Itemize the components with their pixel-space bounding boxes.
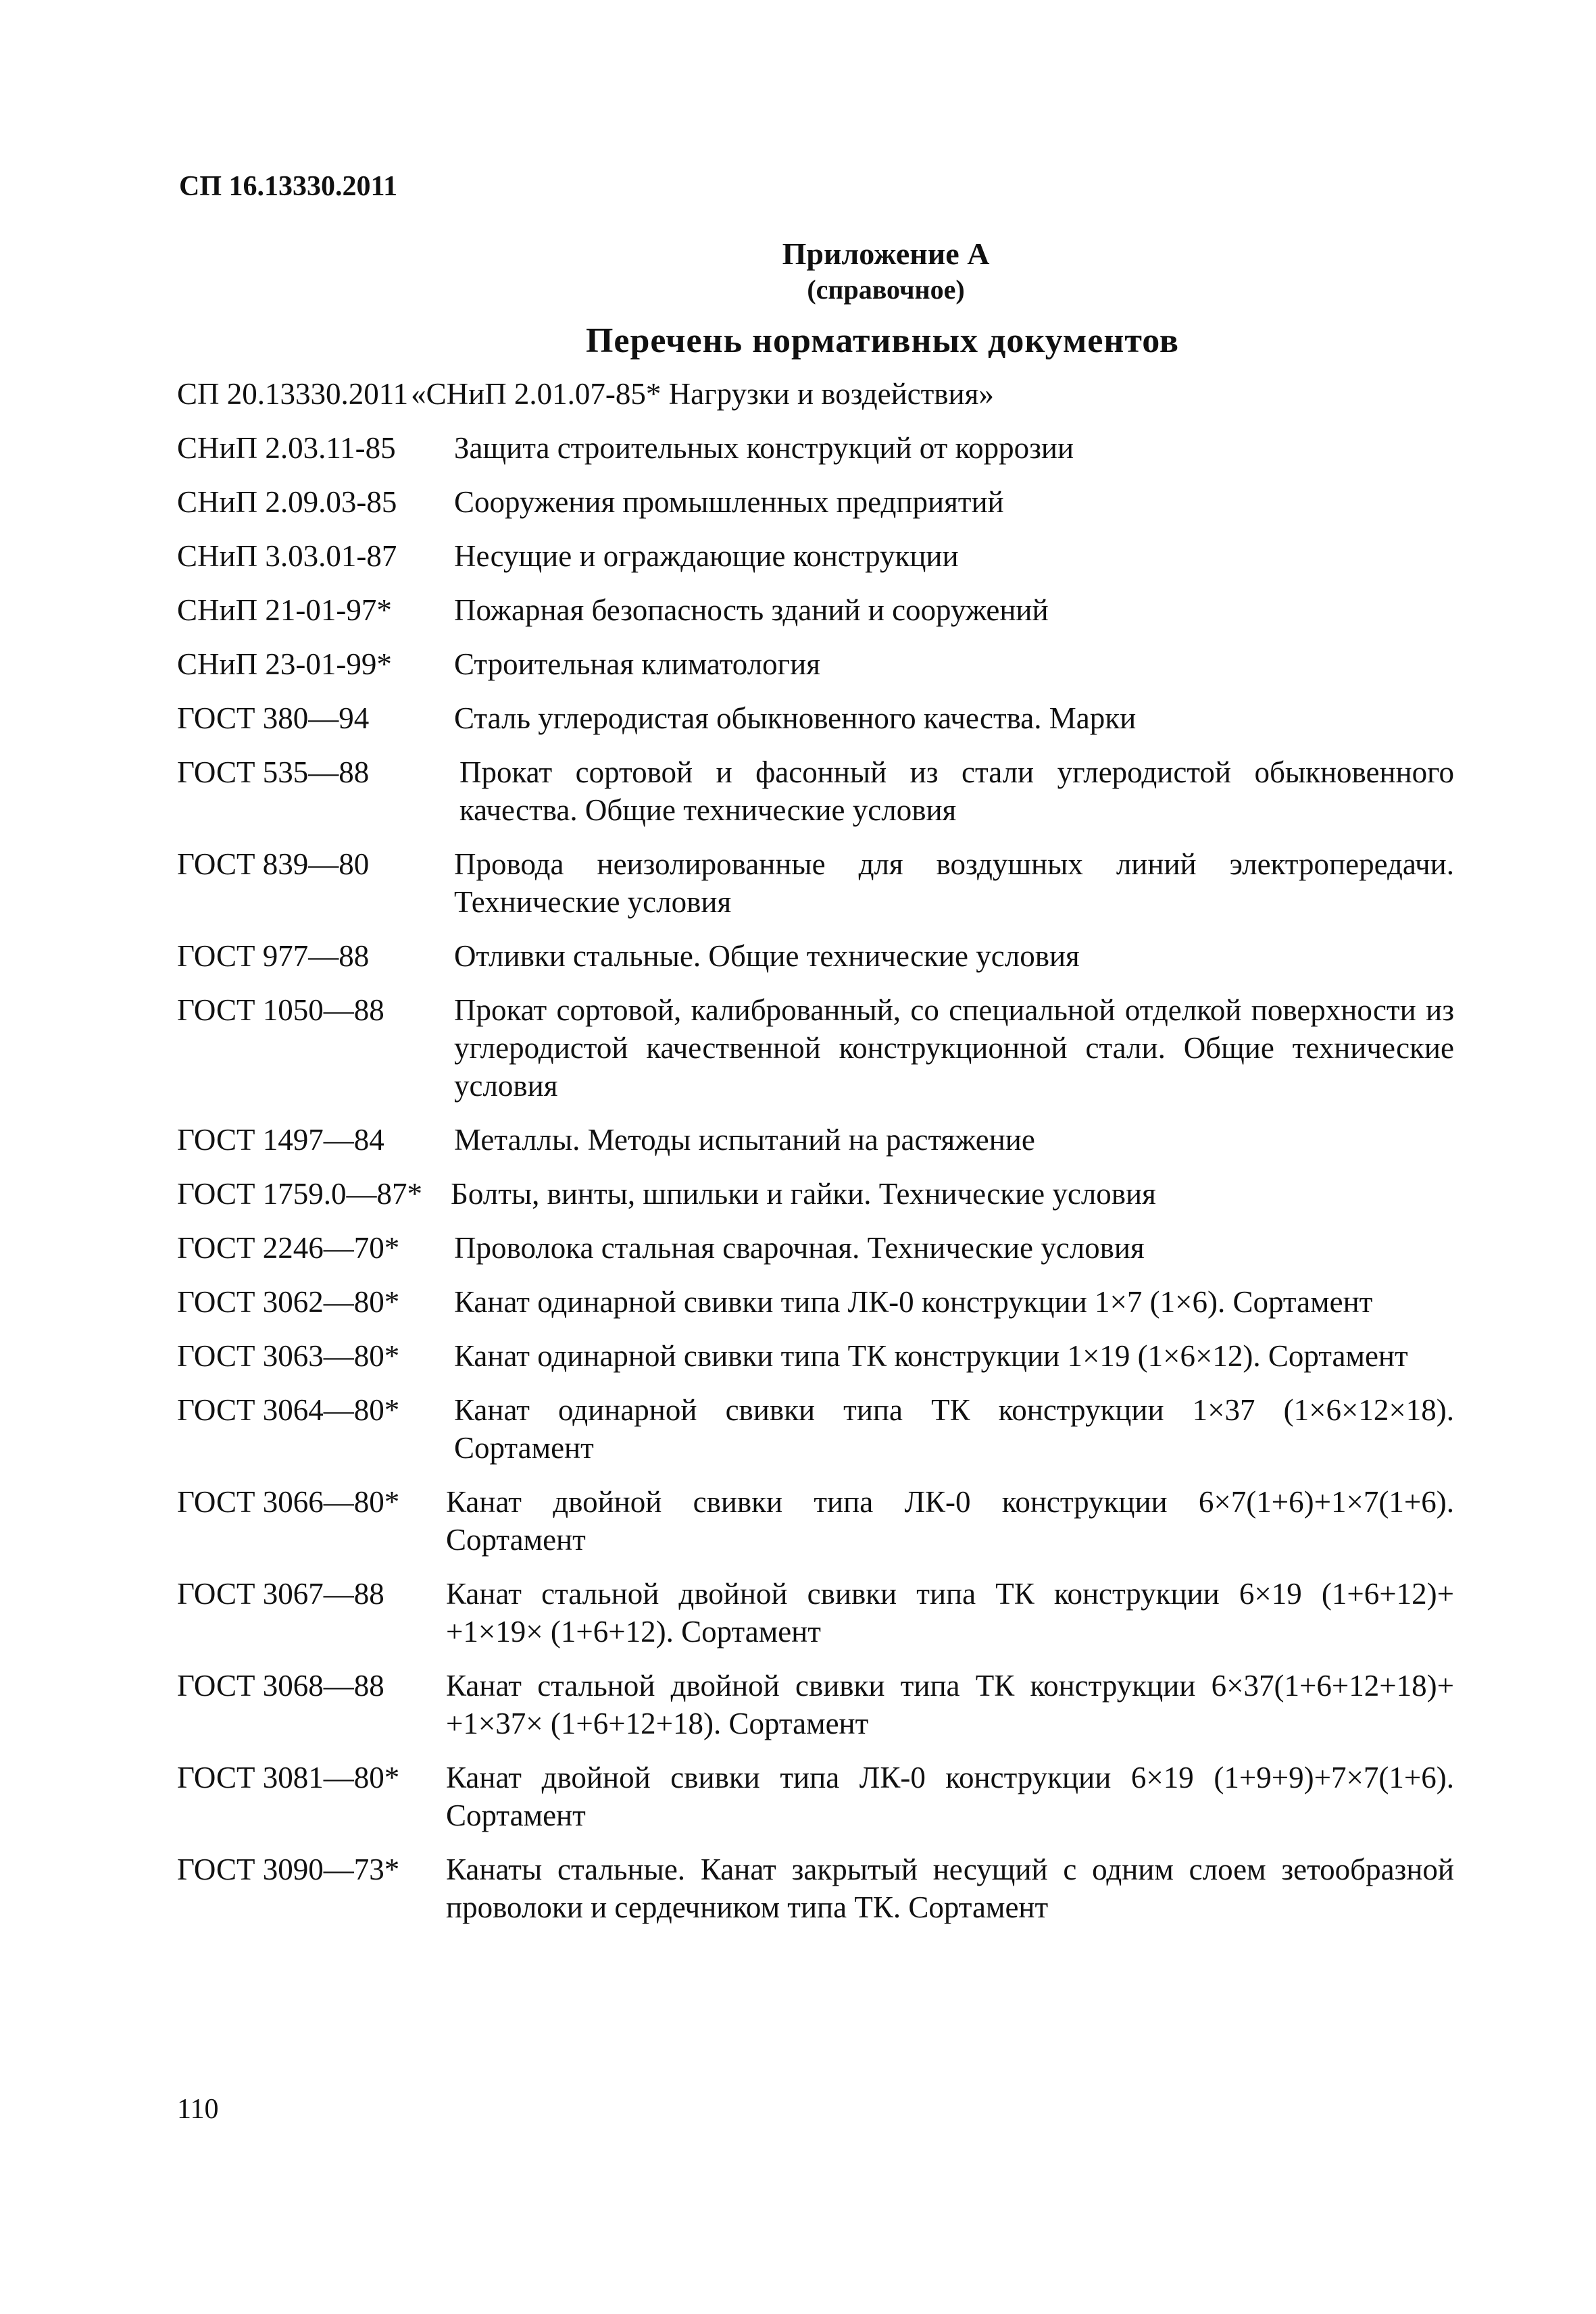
reference-title: Защита строительных конструкций от коррозии	[454, 431, 1074, 465]
appendix-subtitle: (справочное)	[807, 274, 965, 305]
reference-row	[177, 645, 1454, 683]
reference-code: ГОСТ 3068—88	[177, 1669, 384, 1703]
reference-code: ГОСТ 1497—84	[177, 1123, 384, 1157]
reference-code: ГОСТ 3064—80*	[177, 1393, 400, 1427]
reference-code: ГОСТ 839—80	[177, 847, 370, 881]
reference-row	[177, 1229, 1454, 1267]
reference-row	[177, 1175, 1454, 1213]
reference-code: ГОСТ 977—88	[177, 939, 370, 973]
reference-list	[177, 375, 1454, 1926]
reference-title: Провода неизолированные для воздушных линий электропередачи. Технические условия	[454, 847, 1454, 919]
reference-row	[177, 1667, 1454, 1742]
reference-row	[177, 537, 1454, 575]
list-title: Перечень нормативных документов	[585, 322, 1179, 360]
reference-code: ГОСТ 2246—70*	[177, 1231, 400, 1265]
reference-title: Сооружения промышленных предприятий	[454, 485, 1004, 519]
reference-title: Канат одинарной свивки типа ЛК-0 конструкции 1×7 (1×6). Сортамент	[454, 1285, 1373, 1319]
reference-row	[177, 1337, 1454, 1375]
reference-title: Строительная климатология	[454, 647, 820, 681]
reference-title: Канат двойной свивки типа ЛК-0 конструкции 6×7(1+6)+1×7(1+6). Сортамент	[446, 1485, 1454, 1557]
reference-title: Сталь углеродистая обыкновенного качества. Марки	[454, 701, 1137, 735]
reference-code: ГОСТ 380—94	[177, 701, 370, 735]
reference-code: ГОСТ 3067—88	[177, 1577, 384, 1611]
reference-row	[177, 1283, 1454, 1321]
reference-row	[177, 845, 1454, 921]
reference-title: Болты, винты, шпильки и гайки. Технические условия	[451, 1177, 1156, 1211]
reference-title: Канат одинарной свивки типа ТК конструкции 1×37 (1×6×12×18). Сортамент	[454, 1393, 1454, 1465]
reference-code: СНиП 3.03.01-87	[177, 539, 397, 573]
reference-row	[177, 375, 1454, 413]
reference-code: СНиП 2.09.03-85	[177, 485, 397, 519]
appendix-heading	[0, 235, 1596, 307]
reference-row	[177, 429, 1454, 467]
reference-code: ГОСТ 1050—88	[177, 993, 384, 1027]
reference-row	[177, 1575, 1454, 1651]
appendix-title: Приложение А	[782, 236, 990, 271]
reference-row	[177, 591, 1454, 629]
reference-code: СНиП 21-01-97*	[177, 593, 392, 627]
reference-code: СНиП 23-01-99*	[177, 647, 392, 681]
reference-code: СП 20.13330.2011	[177, 377, 409, 411]
reference-code: ГОСТ 3062—80*	[177, 1285, 400, 1319]
reference-code: ГОСТ 3063—80*	[177, 1339, 400, 1373]
reference-title: Канат стальной двойной свивки типа ТК конструкции 6×37(1+6+12+18)+ +1×37× (1+6+12+18). Сортамент	[446, 1669, 1454, 1740]
reference-title: Прокат сортовой и фасонный из стали углеродистой обыкновенного качества. Общие технические условия	[459, 755, 1454, 827]
reference-row	[177, 699, 1454, 737]
reference-row	[177, 1759, 1454, 1834]
reference-row	[177, 991, 1454, 1105]
reference-title: Металлы. Методы испытаний на растяжение	[454, 1123, 1035, 1157]
reference-title: Канат стальной двойной свивки типа ТК конструкции 6×19 (1+6+12)+ +1×19× (1+6+12). Сортамент	[446, 1577, 1454, 1649]
reference-row	[177, 937, 1454, 975]
reference-code: ГОСТ 535—88	[177, 755, 370, 789]
reference-row	[177, 483, 1454, 521]
reference-row	[177, 753, 1454, 829]
reference-code: СНиП 2.03.11-85	[177, 431, 396, 465]
reference-title: Пожарная безопасность зданий и сооружений	[454, 593, 1049, 627]
reference-code: ГОСТ 1759.0—87*	[177, 1177, 422, 1211]
reference-title: Канат двойной свивки типа ЛК-0 конструкции 6×19 (1+9+9)+7×7(1+6). Сортамент	[446, 1761, 1454, 1832]
reference-title: Канаты стальные. Канат закрытый несущий с одним слоем зетообразной проволоки и сердечником типа ТК. Сортамент	[446, 1853, 1454, 1924]
document-code: СП 16.13330.2011	[179, 171, 398, 202]
reference-code: ГОСТ 3066—80*	[177, 1485, 400, 1519]
reference-row	[177, 1391, 1454, 1467]
page-number: 110	[177, 2094, 219, 2125]
reference-title: Отливки стальные. Общие технические условия	[454, 939, 1080, 973]
reference-title: Проволока стальная сварочная. Технические условия	[454, 1231, 1145, 1265]
reference-row	[177, 1851, 1454, 1926]
reference-row	[177, 1483, 1454, 1559]
reference-title: Канат одинарной свивки типа ТК конструкции 1×19 (1×6×12). Сортамент	[454, 1339, 1408, 1373]
reference-code: ГОСТ 3090—73*	[177, 1853, 400, 1886]
reference-row	[177, 1121, 1454, 1159]
reference-title: Несущие и ограждающие конструкции	[454, 539, 959, 573]
reference-title: Прокат сортовой, калиброванный, со специальной отделкой поверхности из углеродистой качественной конструкционной стали. Общие технические условия	[454, 993, 1454, 1103]
reference-title: «СНиП 2.01.07-85* Нагрузки и воздействия»	[411, 377, 994, 411]
reference-code: ГОСТ 3081—80*	[177, 1761, 400, 1794]
